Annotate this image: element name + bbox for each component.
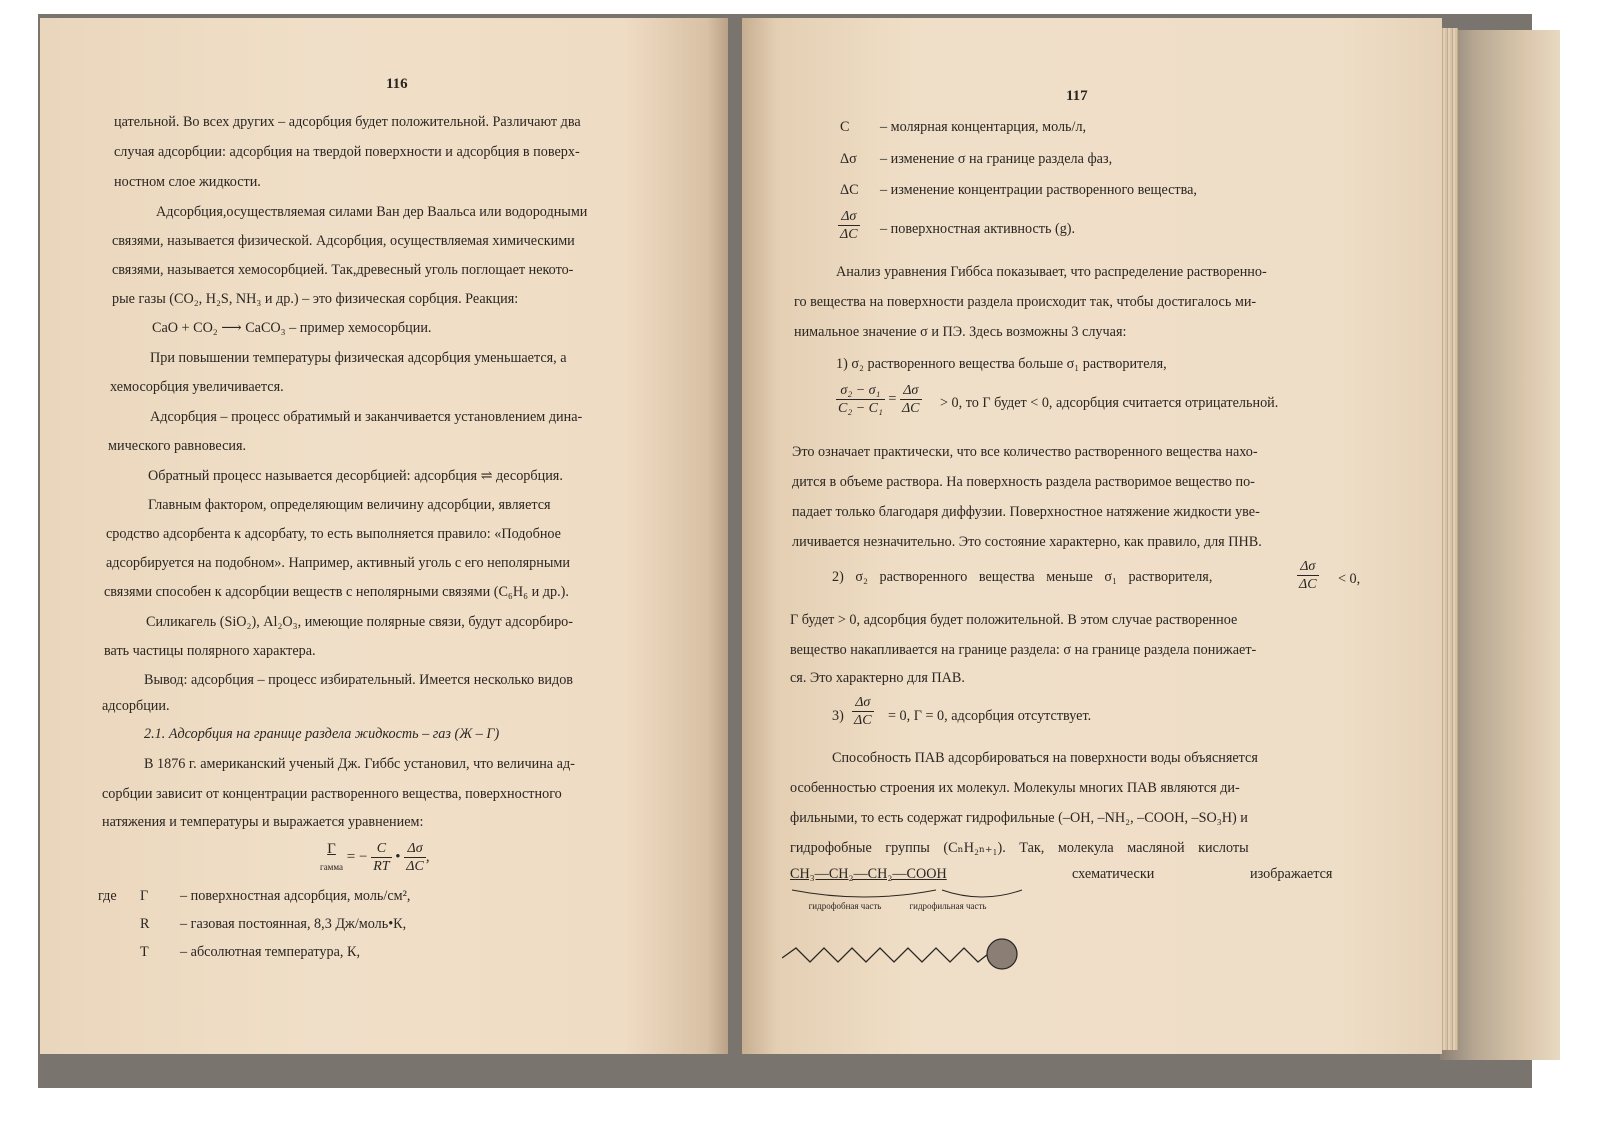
fraction-numerator: σ₂ − σ₁ xyxy=(836,382,885,400)
paragraph-line: го вещества на поверхности раздела происходит так, чтобы достигалось ми- xyxy=(794,294,1257,310)
paragraph-line: ностном слое жидкости. xyxy=(114,174,261,190)
gamma-note: гамма xyxy=(320,861,344,872)
fraction-denominator: ΔC xyxy=(840,227,858,242)
activity-fraction xyxy=(838,208,860,243)
hydrophilic-head xyxy=(987,939,1017,969)
paragraph-line: вать частицы полярного характера. xyxy=(104,643,316,659)
def-text: – абсолютная температура, К, xyxy=(180,944,361,960)
multiply-dot: • xyxy=(395,848,401,865)
fraction-numerator: Δσ xyxy=(900,382,922,400)
fraction-numerator: Δσ xyxy=(852,694,874,712)
def-symbol: ΔC xyxy=(840,182,859,198)
fraction-numerator: C xyxy=(371,840,391,858)
paragraph-line: Это означает практически, что все количество растворенного вещества нахо- xyxy=(792,444,1258,460)
paragraph-line: связями, называется физической. Адсорбция, осуществляемая химическими xyxy=(112,233,575,249)
def-symbol: C xyxy=(840,119,850,135)
def-text: – газовая постоянная, 8,3 Дж/моль•К, xyxy=(180,916,407,932)
gibbs-equation xyxy=(320,840,430,875)
case-2-line: 2) σ₂ растворенного вещества меньше σ₁ растворителя, xyxy=(832,569,1213,585)
paragraph-word: изображается xyxy=(1250,866,1333,882)
paragraph-line: сродство адсорбента к адсорбату, то есть выполняется правило: «Подобное xyxy=(106,526,561,542)
book-edge-shadow xyxy=(1440,30,1560,1060)
paragraph-word: схематически xyxy=(1072,866,1155,882)
paragraph-line: Вывод: адсорбция – процесс избирательный. Имеется несколько видов xyxy=(144,672,574,688)
fraction-numerator: Δσ xyxy=(404,840,426,858)
paragraph-line: особенностью строения их молекул. Молекулы многих ПАВ являются ди- xyxy=(790,780,1240,796)
paragraph-line: Способность ПАВ адсорбироваться на поверхности воды объясняется xyxy=(832,750,1258,766)
hydrophilic-label: гидрофильная часть xyxy=(909,901,987,911)
hydrophobic-brace xyxy=(792,890,936,897)
paragraph-line: мического равновесия. xyxy=(108,438,247,454)
hydrophobic-tail-chain xyxy=(782,948,988,962)
case-3-prefix: 3) xyxy=(832,708,844,724)
fraction-denominator: ΔC xyxy=(854,713,872,728)
def-text: – изменение σ на границе раздела фаз, xyxy=(880,151,1113,167)
def-symbol: T xyxy=(140,944,149,960)
paragraph-line: рые газы (CO₂, H₂S, NH₃ и др.) – это физическая сорбция. Реакция: xyxy=(112,291,519,307)
def-text: – поверхностная активность (g). xyxy=(880,221,1076,237)
fraction-numerator: Δσ xyxy=(1297,558,1319,576)
paragraph-line: личивается незначительно. Это состояние характерно, как правило, для ПНВ. xyxy=(792,534,1262,550)
fraction-numerator: Δσ xyxy=(838,208,860,226)
paragraph-line: Главным фактором, определяющим величину адсорбции, является xyxy=(148,497,551,513)
paragraph-line: Адсорбция – процесс обратимый и заканчивается установлением дина- xyxy=(150,409,583,425)
paragraph-line: адсорбции. xyxy=(102,698,170,714)
paragraph-line: натяжения и температуры и выражается уравнением: xyxy=(102,814,424,830)
def-symbol: Δσ xyxy=(840,151,857,167)
paragraph-line: нимальное значение σ и ПЭ. Здесь возможны 3 случая: xyxy=(794,324,1127,340)
fraction-denominator: RT xyxy=(373,859,390,874)
paragraph-line: В 1876 г. американский ученый Дж. Гиббс установил, что величина ад- xyxy=(144,756,575,772)
paragraph-line: При повышении температуры физическая адсорбция уменьшается, а xyxy=(150,350,567,366)
case-1-formula xyxy=(836,382,922,417)
paragraph-line: хемосорбция увеличивается. xyxy=(110,379,284,395)
page-number: 117 xyxy=(1066,88,1088,104)
def-symbol: Γ xyxy=(140,888,149,904)
gamma-symbol: Γ xyxy=(327,840,336,857)
paragraph-line: случая адсорбции: адсорбция на твердой поверхности и адсорбция в поверх- xyxy=(114,144,580,160)
def-text: – поверхностная адсорбция, моль/см², xyxy=(180,888,411,904)
equation-comma: , xyxy=(425,848,430,865)
paragraph-line: сорбции зависит от концентрации растворенного вещества, поверхностного xyxy=(102,786,562,802)
paragraph-line: вещество накапливается на границе раздела: σ на границе раздела понижает- xyxy=(790,642,1257,658)
hydrophobic-label: гидрофобная часть xyxy=(808,901,882,911)
def-text: – молярная концентарция, моль/л, xyxy=(880,119,1087,135)
fraction-denominator: ΔC xyxy=(406,859,424,874)
paragraph-line: Силикагель (SiO₂), Al₂O₃, имеющие полярные связи, будут адсорбиро- xyxy=(146,614,573,630)
fraction-denominator: ΔC xyxy=(1299,577,1317,592)
paragraph-line: фильными, то есть содержат гидрофильные (–OH, –NH₂, –COOH, –SO₃H) и xyxy=(790,810,1248,826)
section-heading: 2.1. Адсорбция на границе раздела жидкость – газ (Ж – Г) xyxy=(144,726,500,742)
defs-prefix: где xyxy=(98,888,117,904)
case-2-text: < 0, xyxy=(1338,571,1361,587)
fraction-denominator: ΔC xyxy=(901,401,920,416)
paragraph-line: гидрофобные группы (CₙH₂ₙ₊₁). Так, молекула масляной кислоты xyxy=(790,840,1249,856)
right-page xyxy=(742,18,1442,1054)
fraction-denominator: C₂ − C₁ xyxy=(838,401,883,416)
paragraph-line: связями способен к адсорбции веществ с неполярными связями (C₆H₆ и др.). xyxy=(104,584,569,600)
paragraph-line: Обратный процесс называется десорбцией: адсорбция ⇌ десорбция. xyxy=(148,468,563,484)
hydrophilic-brace xyxy=(942,890,1022,897)
paragraph-line: Анализ уравнения Гиббса показывает, что распределение растворенно- xyxy=(836,264,1267,280)
equation-operator: = xyxy=(888,390,897,407)
case-3-text: = 0, Г = 0, адсорбция отсутствует. xyxy=(888,708,1092,724)
def-symbol: R xyxy=(140,916,150,932)
paragraph-line: дится в объеме раствора. На поверхность раздела растворимое вещество по- xyxy=(792,474,1255,490)
paragraph-line: связями, называется хемосорбцией. Так,древесный уголь поглощает некото- xyxy=(112,262,574,278)
def-text: – изменение концентрации растворенного вещества, xyxy=(880,182,1197,198)
reaction-line: CaO + CO₂ ⟶ CaCO₃ – пример хемосорбции. xyxy=(152,320,432,336)
paragraph-line: ся. Это характерно для ПАВ. xyxy=(790,670,965,686)
paragraph-line: Г будет > 0, адсорбция будет положительной. В этом случае растворенное xyxy=(790,612,1238,628)
equation-operator: = − xyxy=(346,848,368,865)
case-1-line: 1) σ₂ растворенного вещества больше σ₁ растворителя, xyxy=(836,356,1167,372)
paragraph-line: падает только благодаря диффузии. Поверхностное натяжение жидкости уве- xyxy=(792,504,1260,520)
page-number: 116 xyxy=(386,76,408,92)
butyric-acid-formula: CH₃—CH₂—CH₂—COOH xyxy=(790,866,947,882)
case-2-fraction xyxy=(1297,558,1319,593)
paragraph-line: Адсорбция,осуществляемая силами Ван дер Ваальса или водородными xyxy=(156,204,588,220)
case-3-fraction xyxy=(852,694,874,729)
left-page xyxy=(40,18,728,1054)
case-1-text: > 0, то Г будет < 0, адсорбция считается отрицательной. xyxy=(940,395,1279,411)
paragraph-line: адсорбируется на подобном». Например, активный уголь с его неполярными xyxy=(106,555,570,571)
paragraph-line: цательной. Во всех других – адсорбция будет положительной. Различают два xyxy=(114,114,581,130)
